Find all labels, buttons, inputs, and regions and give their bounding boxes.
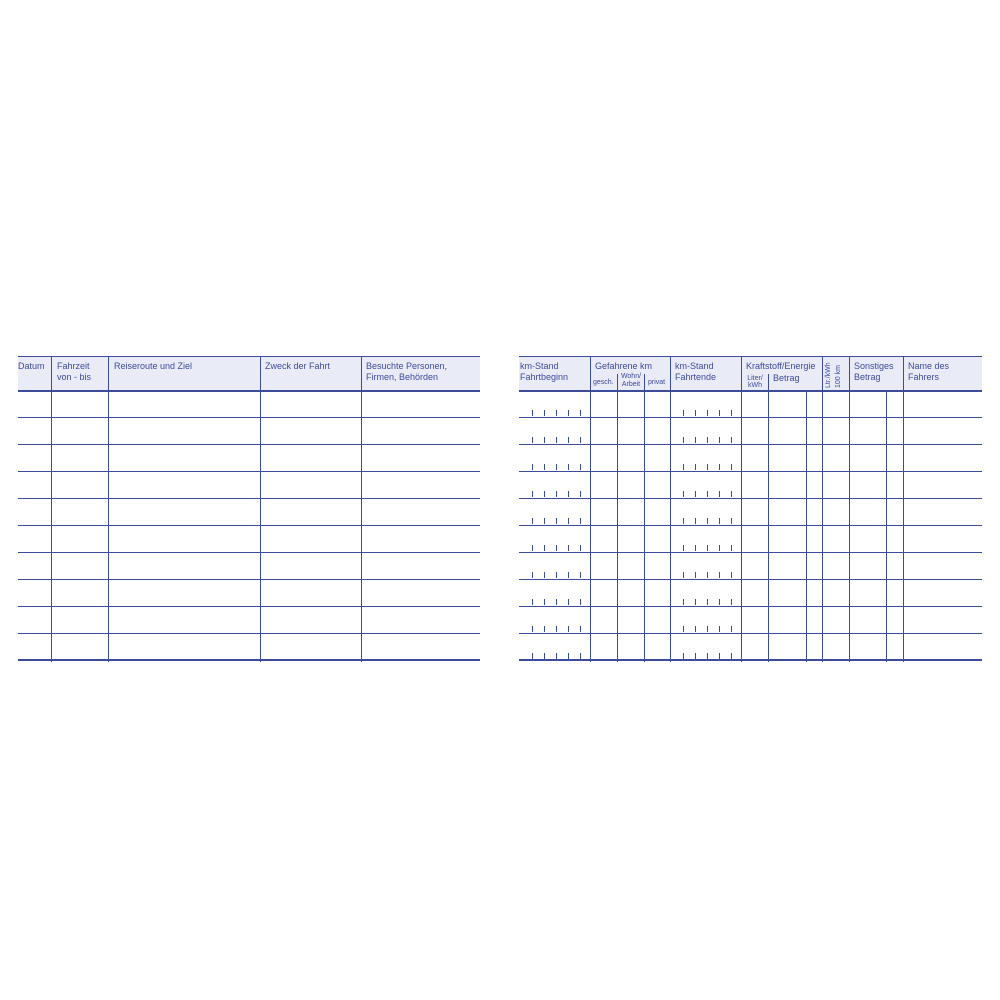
left-header-rule (18, 390, 480, 392)
digit-tick (580, 464, 581, 470)
digit-tick (544, 626, 545, 632)
col-divider (590, 356, 591, 662)
digit-tick (544, 410, 545, 416)
digit-tick (731, 626, 732, 632)
digit-tick (556, 572, 557, 578)
digit-tick (731, 518, 732, 524)
col-divider (886, 390, 887, 662)
row-line (519, 471, 982, 472)
digit-tick (695, 437, 696, 443)
digit-tick (707, 410, 708, 416)
digit-tick (683, 491, 684, 497)
header-besuchte: Besuchte Personen, (366, 361, 448, 371)
digit-tick (568, 599, 569, 605)
digit-tick (695, 410, 696, 416)
digit-tick (556, 599, 557, 605)
row-line (519, 606, 982, 607)
digit-tick (568, 437, 569, 443)
digit-tick (568, 410, 569, 416)
header-wohn-sub: Arbeit (621, 381, 641, 388)
header-datum: Datum (18, 361, 45, 371)
digit-tick (556, 437, 557, 443)
digit-tick (580, 410, 581, 416)
digit-tick (719, 464, 720, 470)
digit-tick (683, 410, 684, 416)
digit-tick (568, 626, 569, 632)
digit-tick (568, 464, 569, 470)
digit-tick (556, 653, 557, 659)
digit-tick (544, 437, 545, 443)
header-sonstiges-sub: Betrag (854, 372, 881, 382)
header-fahrzeit: Fahrzeit (57, 361, 90, 371)
digit-tick (731, 545, 732, 551)
header-zweck: Zweck der Fahrt (265, 361, 331, 371)
digit-tick (556, 410, 557, 416)
digit-tick (568, 518, 569, 524)
col-divider (768, 374, 769, 662)
digit-tick (544, 464, 545, 470)
right-top-rule (519, 356, 982, 357)
header-name-sub: Fahrers (908, 372, 940, 382)
header-name: Name des (908, 361, 950, 371)
col-divider (806, 390, 807, 662)
right-header-rule (519, 390, 982, 392)
digit-tick (683, 572, 684, 578)
digit-tick (580, 626, 581, 632)
left-top-rule (18, 356, 480, 357)
digit-tick (532, 518, 533, 524)
digit-tick (532, 572, 533, 578)
header-sonstiges: Sonstiges (854, 361, 894, 371)
digit-tick (580, 545, 581, 551)
digit-tick (707, 464, 708, 470)
digit-tick (707, 653, 708, 659)
digit-tick (532, 464, 533, 470)
digit-tick (532, 437, 533, 443)
digit-tick (568, 491, 569, 497)
col-divider (361, 356, 362, 662)
row-line (18, 606, 480, 607)
digit-tick (556, 545, 557, 551)
digit-tick (719, 653, 720, 659)
row-line (519, 444, 982, 445)
digit-tick (568, 545, 569, 551)
row-line (519, 498, 982, 499)
digit-tick (695, 626, 696, 632)
header-per-100km: 100 km (835, 365, 842, 388)
digit-tick (532, 626, 533, 632)
digit-tick (707, 626, 708, 632)
header-ltr-kwh: Ltr./kWh (825, 362, 832, 388)
digit-tick (580, 518, 581, 524)
digit-tick (568, 653, 569, 659)
digit-tick (707, 518, 708, 524)
row-line (18, 498, 480, 499)
digit-tick (731, 572, 732, 578)
row-line (18, 525, 480, 526)
digit-tick (707, 599, 708, 605)
digit-tick (544, 653, 545, 659)
row-line (18, 633, 480, 634)
digit-tick (580, 491, 581, 497)
row-line (519, 633, 982, 634)
header-liter-sub: kWh (748, 382, 762, 389)
digit-tick (719, 491, 720, 497)
digit-tick (556, 464, 557, 470)
digit-tick (580, 599, 581, 605)
col-divider (741, 356, 742, 662)
digit-tick (544, 572, 545, 578)
row-line (519, 417, 982, 418)
col-divider (644, 374, 645, 662)
col-divider (260, 356, 261, 662)
digit-tick (683, 437, 684, 443)
digit-tick (695, 491, 696, 497)
digit-tick (731, 437, 732, 443)
digit-tick (719, 626, 720, 632)
right-logbook-page (519, 356, 982, 662)
col-divider (51, 356, 52, 662)
digit-tick (544, 599, 545, 605)
col-divider (670, 356, 671, 662)
row-line (18, 659, 480, 661)
header-besuchte-sub: Firmen, Behörden (366, 372, 439, 382)
digit-tick (695, 653, 696, 659)
digit-tick (532, 545, 533, 551)
header-privat: privat (648, 379, 666, 386)
header-wohn: Wohn/ (620, 373, 642, 380)
digit-tick (719, 437, 720, 443)
digit-tick (719, 599, 720, 605)
digit-tick (695, 545, 696, 551)
row-line (519, 552, 982, 553)
digit-tick (683, 626, 684, 632)
digit-tick (556, 518, 557, 524)
digit-tick (544, 545, 545, 551)
digit-tick (683, 518, 684, 524)
row-line (18, 417, 480, 418)
row-line (18, 471, 480, 472)
digit-tick (731, 599, 732, 605)
digit-tick (695, 464, 696, 470)
header-km-begin: km-Stand (520, 361, 559, 371)
digit-tick (580, 572, 581, 578)
col-divider (108, 356, 109, 662)
digit-tick (731, 410, 732, 416)
digit-tick (695, 518, 696, 524)
header-gefahrene: Gefahrene km (595, 361, 653, 371)
digit-tick (544, 491, 545, 497)
digit-tick (683, 653, 684, 659)
row-line (18, 579, 480, 580)
header-km-ende-sub: Fahrtende (675, 372, 717, 382)
header-reiseroute: Reiseroute und Ziel (114, 361, 193, 371)
col-divider (849, 356, 850, 662)
digit-tick (731, 653, 732, 659)
header-betrag: Betrag (773, 373, 800, 383)
digit-tick (695, 599, 696, 605)
left-logbook-page (18, 356, 480, 662)
header-gesch: gesch. (593, 379, 614, 386)
digit-tick (556, 626, 557, 632)
digit-tick (719, 572, 720, 578)
digit-tick (707, 491, 708, 497)
digit-tick (719, 518, 720, 524)
row-line (18, 552, 480, 553)
digit-tick (707, 545, 708, 551)
row-line (519, 525, 982, 526)
row-line (519, 579, 982, 580)
digit-tick (683, 599, 684, 605)
digit-tick (719, 410, 720, 416)
row-line (18, 444, 480, 445)
digit-tick (731, 464, 732, 470)
digit-tick (580, 653, 581, 659)
digit-tick (683, 464, 684, 470)
digit-tick (532, 653, 533, 659)
header-km-ende: km-Stand (675, 361, 714, 371)
digit-tick (556, 491, 557, 497)
digit-tick (544, 518, 545, 524)
digit-tick (532, 491, 533, 497)
digit-tick (707, 572, 708, 578)
digit-tick (532, 410, 533, 416)
row-line (519, 659, 982, 661)
digit-tick (683, 545, 684, 551)
digit-tick (695, 572, 696, 578)
digit-tick (707, 437, 708, 443)
col-divider (903, 356, 904, 662)
header-fahrzeit-sub: von - bis (57, 372, 92, 382)
col-divider (617, 374, 618, 662)
col-divider (822, 356, 823, 662)
header-liter: Liter/ (747, 375, 763, 382)
header-kraftstoff: Kraftstoff/Energie (746, 361, 816, 371)
digit-tick (719, 545, 720, 551)
digit-tick (532, 599, 533, 605)
digit-tick (568, 572, 569, 578)
header-km-begin-sub: Fahrtbeginn (520, 372, 569, 382)
digit-tick (731, 491, 732, 497)
digit-tick (580, 437, 581, 443)
